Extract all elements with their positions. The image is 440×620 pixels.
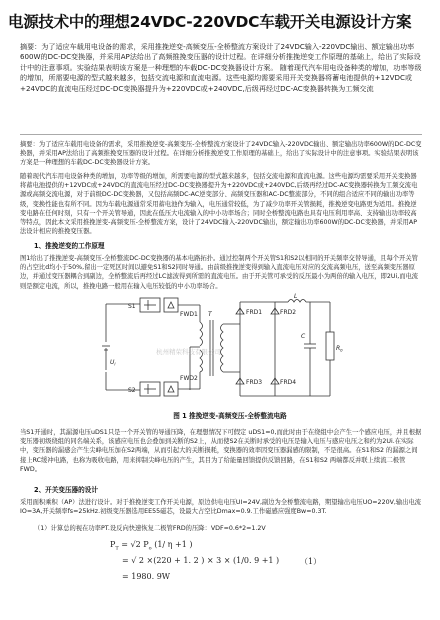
section-2-heading: 2、开关变压器的设计 [34, 486, 98, 494]
label-ro: $R_o$ [336, 345, 343, 353]
section-1-paragraph: 图1给出了推挽逆变-高频变压-全桥整流DC-DC变换器的基本电路拓扑。通过控制两个开关管S1和S2以相同的开关频率交替导通，且每个开关管的占空比d均小于50%,留出一定死区时间以避免S1和S2同时导通。由前级推挽逆变得到输入直流电压对应的交流高频电压，送至高频变压器原边，并通过变压器耦合到副边，全桥整流后再经过LC滤波得到所需的直流电压。由于开关管可承受的反压最小为两倍的输入电压，即2Ui,而电流则是额定电流，所以，推挽电路一般用在输入电压较低的中小功率场合。 [20, 255, 419, 290]
section-2-paragraph: 采用面积乘积（AP）法进行设计。对于推挽逆变工作开关电源，原边供电电压UI=24V,副边为全桥整流电路，期望输出电压UO=220V,输出电流IO=3A,开关频率fs=25kHz.初级变压器选用EE55磁芯，设最大占空比Dmax=0.9.工作磁感应强度Bw=0.3T. [20, 499, 422, 516]
label-fwd1: FWD1 [180, 311, 198, 318]
abstract-intro: 摘要：为了适应车载用电设备的需求，采用推挽逆变-高频变压-全桥整流方案设计了24VDC输入-220VDC输出、额定输出功率600W的DC-DC变换器，并采用AP法给出了高频推挽变压器的设计过程。在详细分析推挽逆变工作原理的基础上，给出了实际设计中的注意事项。实验结果表明该方案是一种理想的车载DC-DC变换器设计方案。 随着现代汽车用电设备种类的增加，功率等级的增加，所需要电源的型式越来越多，包括交流电源和直流电源。这些电源均需要采用开关变换器将蓄电池提供的+12VDC或+24VDC的直流电压经过DC-DC变换器提升为+220VDC或+240VDC,后级再经过DC-AC变换器转换为工频交流 [20, 42, 422, 93]
label-frd2: FRD2 [280, 309, 297, 316]
divider [20, 134, 422, 135]
label-frd4: FRD4 [280, 379, 297, 386]
label-capacitor: C [301, 333, 306, 340]
label-transformer: T [208, 311, 212, 318]
operation-paragraph: 当S1开通时，其漏源电压uDS1只是一个开关管的导通压降，在理想情况下可假定 uDS1=0,而此时由于在绕组中会产生一个感应电压，并且根据变压器初级绕组的同名端关系，该感应电压也会叠加到关断的S2上，从而使S2在关断时承受的电压是输入电压与感应电压之和约为2Ui.在实际中，变压器的漏感会产生尖峰电压加在S2两端，从而引起大的关断损耗，变换器的效率因变压器漏感的限制，不是很高。在S1和S2 的漏源之间接上RC缓冲电路，也称为吸收电路，用来抑制尖峰电压的产生，其目为了给能量回馈提供反馈回路，在S1和S2 两端都反并联上续流二极管FWD。 [20, 429, 422, 473]
label-s2: S2 [128, 387, 136, 394]
introduction-paragraph: 随着现代汽车用电设备种类的增加，功率等级的增加，所需要电源的型式越来越多，包括交流电源和直流电源。这些电源均需要采用开关变换器将蓄电池提供的+12VDC或+24VDC的直流电压经过DC-DC变换器提升为+220VDC或+240VDC,后级再经过DC-AC变换器转换为工频交流电源或高频交流电源，对于前级DC-DC变换器，又包括高频DC-AC逆变部分、高频变压器和AC-DC整流部分，不同的组合适应不同的输出功率等级，变换性能也有所不同。因为车载电源通常采用蓄电池作为输入，电压通常较低，为了减少功率开关管损耗，推挽逆变电路更为适用。推挽逆变电路在任何时刻，只有一个开关管导通，因此在低压大电流输入的中小功率场合；同时全桥整流电路也具有电压利用率高、支持输出功率较高等特点，因此本文采用推挽逆变-高频变压-全桥整流方案，设计了24VDC输入-220VDC输出，额定输出功率600W的DC-DC变换器，并采用AP法设计相应的推挽变压器。 [20, 173, 418, 236]
section-1-heading: 1、推挽逆变的工作原理 [34, 242, 105, 250]
label-ui: $U_i$ [110, 359, 116, 367]
figure-caption: 图 1 推挽逆变-高频变压-全桥整流电路 [173, 412, 287, 420]
equation-line-3: = 1980. 9W [122, 572, 171, 581]
abstract-body: 摘要：为了适应车载用电设备的需求，采用推挽逆变-高频变压-全桥整流方案设计了24VDC输入-220VDC输出、额定输出功率600W的DC-DC变换器，并采用AP法给出了高频推挽变压器的设计过程。在详细分析推挽逆变工作原理的基础上，给出了实际设计中的注意事项。实验结果表明该方案是一种理想的车载DC-DC变换器设计方案。 [20, 141, 422, 167]
label-s1: S1 [128, 303, 136, 310]
figure-watermark: 杭州精荣科技有限公司 [156, 348, 221, 356]
label-frd1: FRD1 [246, 309, 263, 316]
document-title: 电源技术中的理想24VDC-220VDC车载开关电源设计方案 [8, 13, 412, 31]
equation-line-1: $P_T = √2$ $P_o$ (1/ η +1 ) [110, 540, 193, 552]
equation-number: （1） [300, 557, 322, 566]
label-frd3: FRD3 [246, 379, 263, 386]
step-1-text: （1）计算总的视在功率PT.设反向快速恢复二极管FRD的压降：VDF=0.6*2=1.2V [34, 525, 266, 532]
label-fwd2: FWD2 [180, 375, 198, 382]
label-inductor: L [294, 293, 298, 300]
equation-line-2: = √ 2 ×(220 + 1. 2 ) × 3 × (1/0. 9 +1 ) [122, 556, 280, 565]
push-pull-circuit-diagram [100, 292, 350, 404]
